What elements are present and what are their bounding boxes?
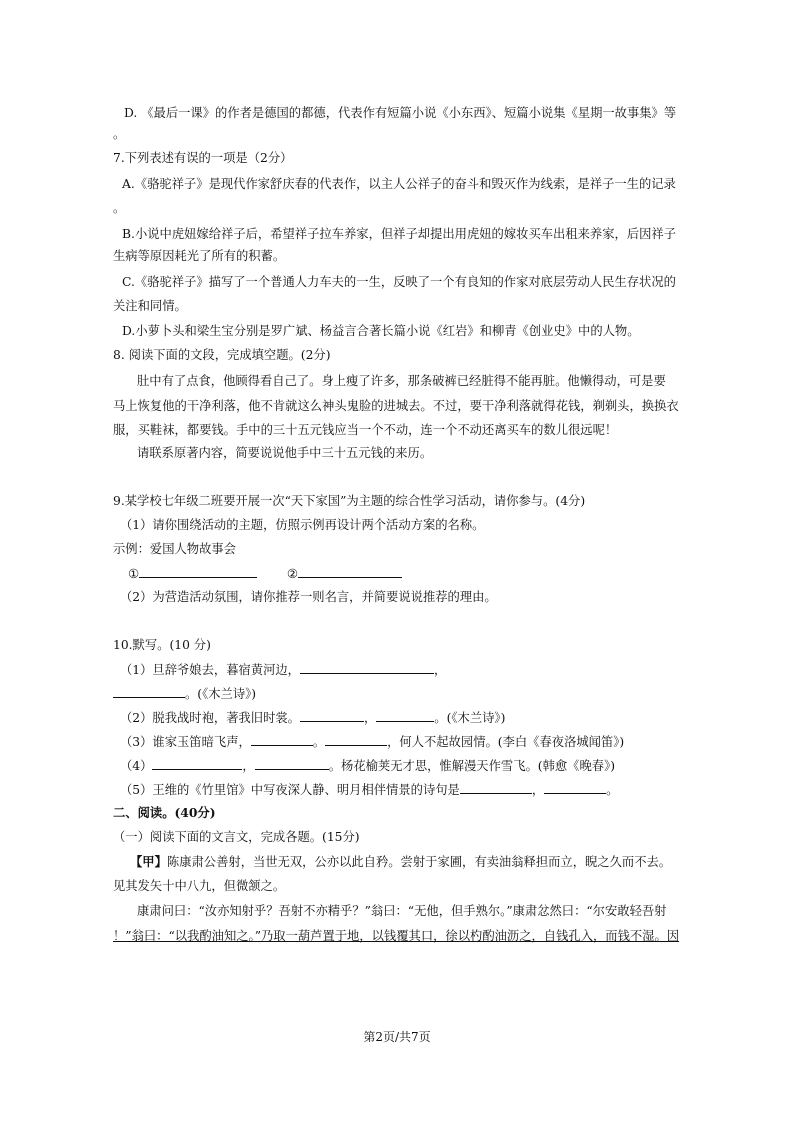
q10-item-1a	[120, 659, 446, 680]
q10-item-1-comma: ，	[433, 663, 447, 677]
q8-passage-1: 肚中有了点食，他顾得看自己了。身上瘦了许多，那条破裤已经脏得不能再脏。他懒得动，可是要	[137, 374, 666, 388]
jia-passage-3: 康肃问曰：“汝亦知射乎？吾射不亦精乎？”翁曰：“无他，但手熟尔。”康肃忿然曰：“尔安敢轻吾射	[137, 904, 667, 918]
q9-example: 示例：爱国人物故事会	[113, 542, 236, 556]
q9-blanks	[128, 563, 402, 584]
jia-passage-2: 见其发矢十中八九，但微颔之。	[113, 879, 286, 893]
q9-part-1: （1）请你围绕活动的主题，仿照示例再设计两个活动方案的名称。	[120, 518, 485, 532]
option-d-line	[124, 103, 676, 123]
jia-passage-1	[130, 852, 671, 872]
section-2-title: 二、阅读。(40分)	[113, 805, 216, 820]
q9-title: 9.某学校七年级二班要开展一次“天下家国”为主题的综合性学习活动，请你参与。(4分)	[113, 494, 586, 508]
q10-item-2-comma: ，	[363, 711, 377, 725]
q10-blank-2a[interactable]	[300, 707, 364, 722]
jia-passage-4: ！”翁曰：“以我酌油知之。”乃取一葫芦置于地，以钱覆其口，徐以杓酌油沥之，自钱孔入，而钱不湿。因	[113, 929, 680, 943]
q10-blank-1b[interactable]	[113, 683, 185, 698]
q10-item-2	[120, 707, 505, 728]
q7-option-a-end: 。	[113, 201, 126, 215]
q10-blank-5a[interactable]	[460, 779, 532, 794]
q10-blank-3b[interactable]	[325, 731, 387, 746]
page-footer: 第2页/共7页	[363, 1030, 431, 1044]
q10-blank-3a[interactable]	[251, 731, 313, 746]
q10-item-1-source: 。(《木兰诗》)	[185, 687, 257, 701]
q10-blank-4a[interactable]	[152, 755, 242, 770]
q10-blank-5b[interactable]	[544, 779, 606, 794]
q10-item-3-period: 。	[312, 735, 326, 749]
q9-blank-1-label: ①	[128, 567, 140, 581]
q8-title: 8. 阅读下面的文段，完成填空题。(2分)	[113, 348, 331, 362]
q7-option-c-1: C.《骆驼祥子》描写了一个普通人力车夫的一生，反映了一个有良知的作家对底层劳动人民生存状况的	[122, 275, 676, 289]
q9-blank-2-label: ②	[286, 567, 298, 581]
q8-question: 请联系原著内容，简要说说他手中三十五元钱的来历。	[137, 446, 433, 460]
q9-blank-2[interactable]	[298, 563, 402, 578]
q9-blank-1[interactable]	[139, 563, 257, 578]
q10-blank-2b[interactable]	[376, 707, 434, 722]
q10-item-4-comma: ，	[242, 759, 255, 773]
q7-option-b-1: B.小说中虎妞嫁给祥子后，希望祥子拉车养家，但祥子却提出用虎妞的嫁妆买车出租来养家，后因祥子	[122, 227, 677, 241]
q7-title: 7.下列表述有误的一项是（2分）	[113, 151, 293, 165]
q7-option-d: D.小萝卜头和梁生宝分别是罗广斌、杨益言合著长篇小说《红岩》和柳青《创业史》中的人物。	[122, 324, 640, 338]
q10-item-5-end: 。	[606, 783, 619, 797]
q7-option-c-2: 关注和同情。	[113, 299, 187, 313]
jia-tag: 【甲】	[130, 854, 167, 869]
q10-item-3-source: ，何人不起故园情。(李白《春夜洛城闻笛》)	[387, 735, 625, 749]
q10-item-3	[120, 731, 624, 752]
q10-item-5-prompt: （5）王维的《竹里馆》中写夜深人静、明月相伴情景的诗句是	[120, 783, 460, 797]
q10-item-4-prompt: （4）	[120, 759, 153, 773]
q10-blank-1a[interactable]	[300, 659, 434, 674]
q10-title: 10.默写。(10 分)	[113, 638, 211, 652]
q7-option-b-2: 生病等原因耗光了所有的积蓄。	[113, 249, 286, 263]
q10-blank-4b[interactable]	[255, 755, 329, 770]
q10-item-1-prompt: （1）旦辞爷娘去，暮宿黄河边，	[120, 663, 300, 677]
q8-passage-2: 马上恢复他的干净利落，他不肯就这么神头鬼脸的进城去。不过，要干净利落就得花钱，剃剃头，换换衣	[113, 399, 679, 413]
q10-item-5-comma: ，	[531, 783, 545, 797]
q10-item-3-prompt: （3）谁家玉笛暗飞声，	[120, 735, 251, 749]
option-d-text: D. 《最后一课》的作者是德国的都德，代表作有短篇小说《小东西》、短篇小说集《星期一故事集》等	[124, 106, 677, 120]
q10-item-2-source: 。(《木兰诗》)	[434, 711, 506, 725]
q10-item-4	[120, 755, 615, 776]
jia-passage-1-text: 陈康肃公善射，当世无双，公亦以此自矜。尝射于家圃，有卖油翁释担而立，睨之久而不去。	[166, 855, 672, 869]
q7-option-a: A.《骆驼祥子》是现代作家舒庆春的代表作，以主人公祥子的奋斗和毁灭作为线索，是祥子一生的记录	[122, 177, 676, 191]
q8-passage-3: 服，买鞋袜，都要钱。手中的三十五元钱应当一个不动，连一个不动还离买车的数儿很远呢！	[113, 423, 618, 437]
section-2-sub-1: （一）阅读下面的文言文，完成各题。(15分)	[113, 830, 360, 844]
q9-part-2: （2）为营造活动氛围，请你推荐一则名言，并简要说说推荐的理由。	[120, 590, 497, 604]
q10-item-5	[120, 779, 618, 800]
q10-item-1b	[113, 683, 256, 704]
q10-item-4-source: 。杨花榆荚无才思，惟解漫天作雪飞。(韩愈《晚春》)	[328, 759, 616, 773]
q10-item-2-prompt: （2）脱我战时袍，著我旧时裳。	[120, 711, 300, 725]
option-d-end: 。	[113, 127, 126, 141]
